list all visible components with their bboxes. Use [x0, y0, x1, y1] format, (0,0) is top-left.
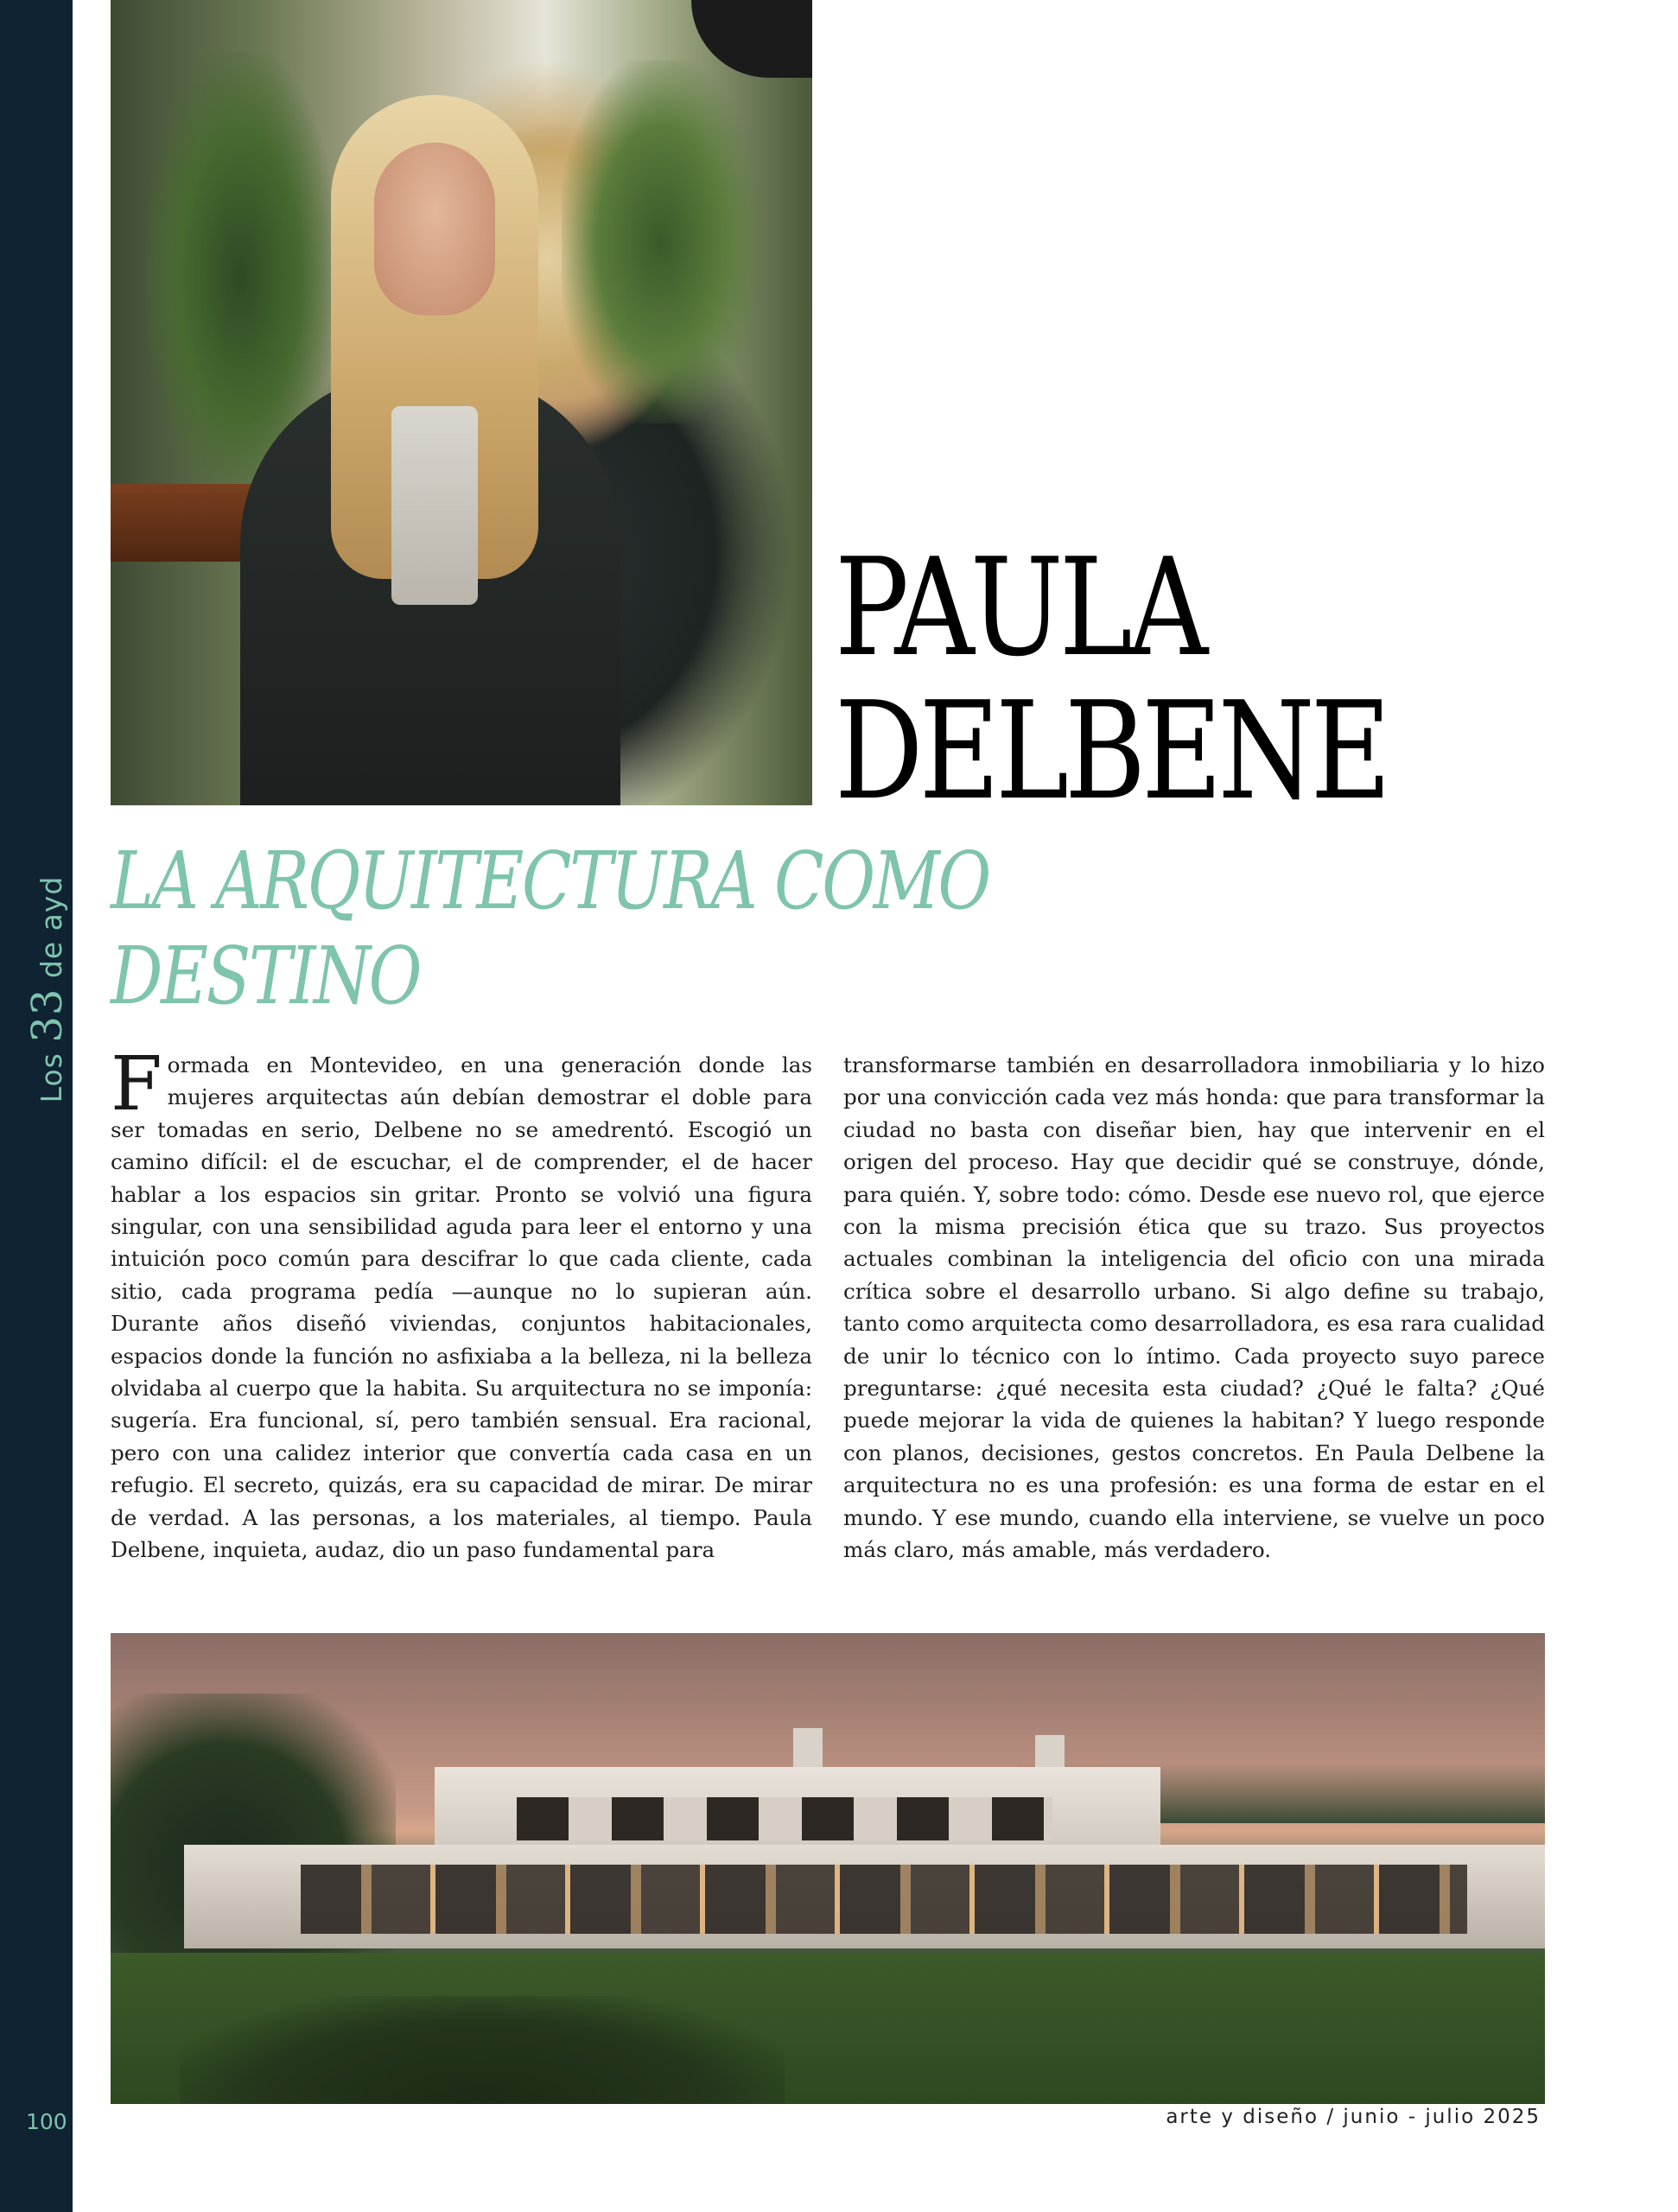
house-upper-windows	[517, 1797, 1052, 1840]
foreground-shrubs	[180, 1996, 785, 2104]
chimney	[793, 1728, 823, 1771]
article-column-1	[111, 1041, 812, 1567]
subtitle-line-1: LA ARQUITECTURA COMO	[111, 835, 989, 927]
section-label-prefix: Los	[35, 1052, 68, 1103]
drop-cap: F	[111, 1041, 162, 1128]
subject-face	[374, 143, 495, 315]
column-1-text: ormada en Montevideo, en una generación donde las mujeres arquitectas aún debían demostrar el doble para ser tomadas en serio, Delbene no se amedrentó. Escogió un camino difícil: el de escuchar, el de comprender, el de hacer hablar a los espacios sin gritar. Pronto se volvió una figura singular, con una sensibilidad aguda para leer el entorno y una intuición poco común para descifrar lo que cada cliente, cada sitio, cada programa pedía —aunque no lo supieran aún. Durante años diseñó viviendas, conjuntos habitacionales, espacios donde la función no asfixiaba a la belleza, ni la belleza olvidaba al cuerpo que la habita. Su arquitectura no se imponía: sugería. Era funcional, sí, pero también sensual. Era racional, pero con una calidez interior que convertía cada casa en un refugio. El secreto, quizás, era su capacidad de mirar. De mirar de verdad. A las personas, a los materiales, al tiempo. Paula Delbene, inquieta, audaz, dio un paso fundamental para	[111, 1052, 812, 1563]
house-photo	[111, 1633, 1545, 2104]
section-label	[23, 876, 72, 1103]
article-title	[835, 529, 1388, 830]
portrait-photo	[111, 0, 812, 805]
title-line-2: DELBENE	[835, 672, 1388, 830]
section-label-suffix: de ayd	[35, 875, 68, 979]
page-number: 100	[26, 2109, 67, 2134]
section-label-number: 33	[23, 988, 72, 1043]
article-body	[111, 1041, 1545, 1567]
sidebar-strip	[0, 0, 73, 2212]
subject-shirt	[391, 406, 478, 605]
footer-credit: arte y diseño / junio - julio 2025	[1166, 2106, 1541, 2128]
house-glazing	[301, 1865, 1467, 1934]
subtitle-line-2: DESTINO	[111, 930, 420, 1022]
plant-right	[562, 60, 760, 423]
title-line-1: PAULA	[835, 529, 1204, 686]
article-subtitle	[111, 834, 989, 1024]
article-column-2: transformarse también en desarrolladora inmobiliaria y lo hizo por una convicción cada vez más honda: que para transformar la ciudad no basta con diseñar bien, hay que intervenir en el origen del proceso. Hay que decidir qué se construye, dónde, para quién. Y, sobre todo: cómo. Desde ese nuevo rol, que ejerce con la misma precisión ética que su trazo. Sus proyectos actuales combinan la inteligencia del oficio con una mirada crítica sobre el desarrollo urbano. Si algo define su trabajo, tanto como arquitecta como desarrolladora, es esa rara cualidad de unir lo técnico con lo íntimo. Cada proyecto suyo parece preguntarse: ¿qué necesita esta ciudad? ¿Qué le falta? ¿Qué puede mejorar la vida de quienes la habitan? Y luego responde con planos, decisiones, gestos concretos. En Paula Delbene la arquitectura no es una profesión: es una forma de estar en el mundo. Y ese mundo, cuando ella interviene, se vuelve un poco más claro, más amable, más verdadero.	[843, 1052, 1545, 1563]
